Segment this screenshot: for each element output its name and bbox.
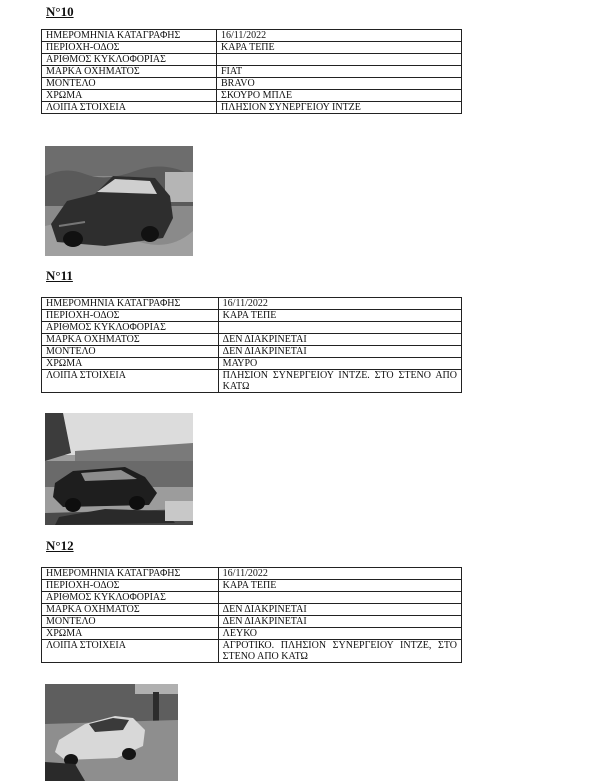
field-label: ΠΕΡΙΟΧΗ-ΟΔΟΣ — [42, 580, 219, 592]
table-row — [42, 358, 462, 370]
record-heading: N°12 — [46, 538, 74, 553]
table-row — [42, 628, 462, 640]
field-value: ΔΕΝ ΔΙΑΚΡΙΝΕΤΑΙ — [218, 616, 461, 628]
field-label: ΜΑΡΚΑ ΟΧΗΜΑΤΟΣ — [42, 334, 219, 346]
field-value — [218, 322, 461, 334]
field-value: ΔΕΝ ΔΙΑΚΡΙΝΕΤΑΙ — [218, 334, 461, 346]
field-label: ΑΡΙΘΜΟΣ ΚΥΚΛΟΦΟΡΙΑΣ — [42, 322, 219, 334]
table-row — [42, 78, 462, 90]
vehicle-photo — [45, 146, 193, 256]
table-row — [42, 592, 462, 604]
field-label: ΧΡΩΜΑ — [42, 628, 219, 640]
field-value: ΚΑΡΑ ΤΕΠΕ — [218, 580, 461, 592]
field-label: ΗΜΕΡΟΜΗΝΙΑ ΚΑΤΑΓΡΑΦΗΣ — [42, 30, 217, 42]
field-label: ΛΟΙΠΑ ΣΤΟΙΧΕΙΑ — [42, 102, 217, 114]
table-row — [42, 30, 462, 42]
field-value: BRAVO — [217, 78, 462, 90]
field-value: 16/11/2022 — [218, 298, 461, 310]
field-value: ΜΑΥΡΟ — [218, 358, 461, 370]
field-value: 16/11/2022 — [218, 568, 461, 580]
table-row — [42, 102, 462, 114]
field-label: ΜΟΝΤΕΛΟ — [42, 616, 219, 628]
field-value: ΔΕΝ ΔΙΑΚΡΙΝΕΤΑΙ — [218, 604, 461, 616]
table-row — [42, 322, 462, 334]
field-label: ΑΡΙΘΜΟΣ ΚΥΚΛΟΦΟΡΙΑΣ — [42, 592, 219, 604]
field-label: ΧΡΩΜΑ — [42, 90, 217, 102]
field-value: ΛΕΥΚΟ — [218, 628, 461, 640]
field-value: ΠΛΗΣΙΟΝ ΣΥΝΕΡΓΕΙΟΥ ΙΝΤΖΕ. ΣΤΟ ΣΤΕΝΟ ΑΠΟ ΚΑΤΩ — [218, 370, 461, 393]
table-row — [42, 298, 462, 310]
table-row — [42, 580, 462, 592]
record-table — [41, 29, 462, 114]
field-value: ΠΛΗΣΙΟΝ ΣΥΝΕΡΓΕΙΟΥ ΙΝΤΖΕ — [217, 102, 462, 114]
field-label: ΜΑΡΚΑ ΟΧΗΜΑΤΟΣ — [42, 66, 217, 78]
field-label: ΗΜΕΡΟΜΗΝΙΑ ΚΑΤΑΓΡΑΦΗΣ — [42, 298, 219, 310]
table-row — [42, 42, 462, 54]
field-label: ΛΟΙΠΑ ΣΤΟΙΧΕΙΑ — [42, 640, 219, 663]
field-value: ΣΚΟΥΡΟ ΜΠΛΕ — [217, 90, 462, 102]
table-row — [42, 640, 462, 663]
table-row — [42, 370, 462, 393]
field-label: ΠΕΡΙΟΧΗ-ΟΔΟΣ — [42, 42, 217, 54]
table-row — [42, 66, 462, 78]
table-row — [42, 616, 462, 628]
table-row — [42, 54, 462, 66]
field-value — [217, 54, 462, 66]
field-value: FIAT — [217, 66, 462, 78]
record-table — [41, 567, 462, 663]
field-label: ΧΡΩΜΑ — [42, 358, 219, 370]
field-label: ΜΑΡΚΑ ΟΧΗΜΑΤΟΣ — [42, 604, 219, 616]
field-label: ΠΕΡΙΟΧΗ-ΟΔΟΣ — [42, 310, 219, 322]
vehicle-photo — [45, 684, 178, 781]
vehicle-photo — [45, 413, 193, 525]
field-label: ΛΟΙΠΑ ΣΤΟΙΧΕΙΑ — [42, 370, 219, 393]
table-row — [42, 568, 462, 580]
table-row — [42, 310, 462, 322]
field-label: ΑΡΙΘΜΟΣ ΚΥΚΛΟΦΟΡΙΑΣ — [42, 54, 217, 66]
field-value: ΑΓΡΟΤΙΚΟ. ΠΛΗΣΙΟΝ ΣΥΝΕΡΓΕΙΟΥ ΙΝΤΖΕ, ΣΤΟ ΣΤΕΝΟ ΑΠΟ ΚΑΤΩ — [218, 640, 461, 663]
record-table — [41, 297, 462, 393]
field-value: ΔΕΝ ΔΙΑΚΡΙΝΕΤΑΙ — [218, 346, 461, 358]
record-heading: N°10 — [46, 4, 74, 19]
record-heading: N°11 — [46, 268, 73, 283]
table-row — [42, 346, 462, 358]
table-row — [42, 604, 462, 616]
field-value: 16/11/2022 — [217, 30, 462, 42]
table-row — [42, 334, 462, 346]
field-label: ΜΟΝΤΕΛΟ — [42, 346, 219, 358]
field-label: ΜΟΝΤΕΛΟ — [42, 78, 217, 90]
field-value: ΚΑΡΑ ΤΕΠΕ — [217, 42, 462, 54]
field-label: ΗΜΕΡΟΜΗΝΙΑ ΚΑΤΑΓΡΑΦΗΣ — [42, 568, 219, 580]
table-row — [42, 90, 462, 102]
field-value — [218, 592, 461, 604]
field-value: ΚΑΡΑ ΤΕΠΕ — [218, 310, 461, 322]
